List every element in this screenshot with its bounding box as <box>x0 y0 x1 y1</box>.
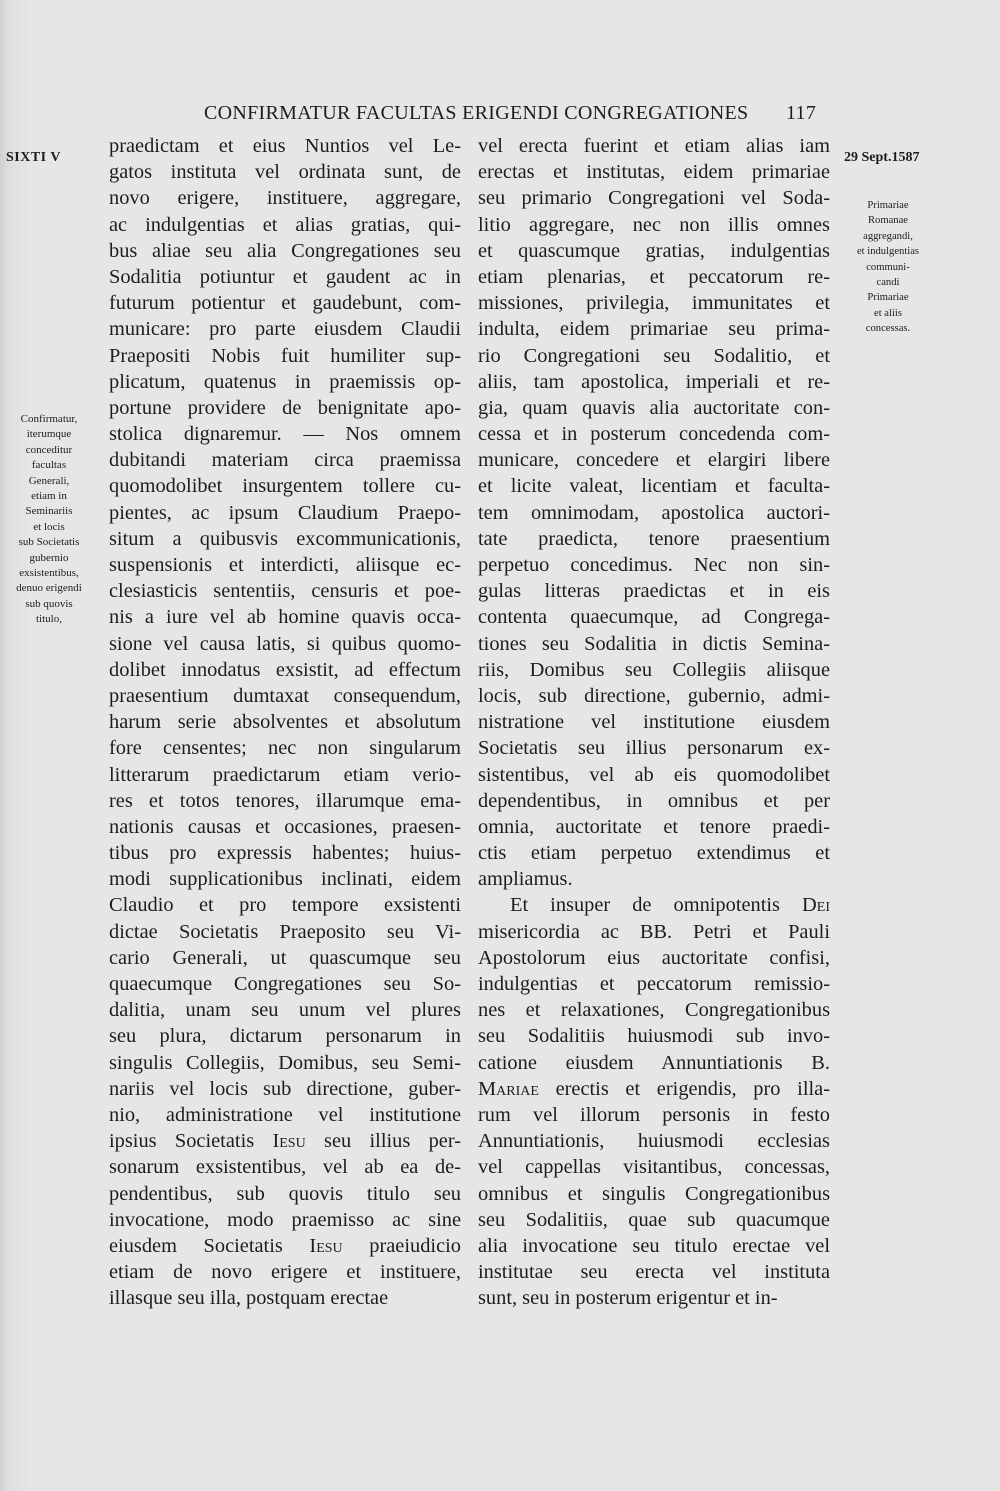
text-line: harum serie absolventes et absolutum <box>109 711 461 734</box>
text-line: nationis causas et occasiones, praesen- <box>109 815 461 838</box>
text-line: omnibus et singulis Congregationibus <box>478 1182 830 1205</box>
page-number: 117 <box>786 102 817 124</box>
margin-note-line: et indulgentias <box>856 246 920 258</box>
text-line: municare, concedere et elargiri libere <box>478 449 830 472</box>
text-line: seu primario Congregationi vel Soda- <box>478 187 830 210</box>
text-line: Sodalitia potiuntur et gaudent ac in <box>109 265 461 288</box>
text-line: suspensionis et interdicti, aliisque ec- <box>109 554 461 576</box>
text-line: stolica dignaremur. — Nos omnem <box>109 423 461 446</box>
text-line: cessa et in posterum concedenda com- <box>478 423 830 446</box>
text-line: vel cappellas visitantibus, concessas, <box>478 1156 830 1179</box>
text-line: litterarum praedictarum etiam verio- <box>109 763 461 786</box>
text-line: perpetuo concedimus. Nec non sin- <box>478 554 830 576</box>
text-line: tiones seu Sodalitia in dictis Semina- <box>478 632 830 655</box>
text-line: modi supplicationibus inclinati, eidem <box>109 868 461 891</box>
text-line: ipsius Societatis Iesu seu illius per- <box>109 1130 461 1153</box>
text-line: misericordia ac BB. Petri et Pauli <box>478 920 830 943</box>
pontificate-heading: SIXTI V <box>6 150 61 165</box>
text-line: singulis Collegiis, Domibus, seu Semi- <box>109 1051 461 1074</box>
text-column-right <box>478 133 830 1311</box>
margin-note-line: sub quovis <box>25 597 73 610</box>
text-line: plicatum, quatenus in praemissis op- <box>109 370 461 393</box>
margin-note-line: sub Societatis <box>18 536 80 549</box>
text-line: riis, Domibus seu Collegiis aliisque <box>478 658 830 681</box>
margin-note-line: Generali, <box>28 474 70 487</box>
margin-note-line: et locis <box>33 520 65 533</box>
text-line: contenta quaecumque, ad Congrega- <box>478 606 830 629</box>
text-line: erectas et institutas, eidem primariae <box>478 161 830 184</box>
text-line: catione eiusdem Annuntiationis B. <box>478 1051 830 1074</box>
text-line: rum vel illorum personis in festo <box>478 1103 830 1126</box>
text-line: Annuntiationis, huiusmodi ecclesias <box>478 1130 830 1153</box>
text-line: Claudio et pro tempore exsistenti <box>109 894 461 917</box>
text-line: fore censentes; nec non singularum <box>109 737 461 760</box>
text-line: institutae seu erecta vel instituta <box>478 1261 830 1284</box>
text-line: nistratione vel institutione eiusdem <box>478 711 830 734</box>
text-line: ctis etiam perpetuo extendimus et <box>478 842 830 865</box>
text-line: praedictam et eius Nuntios vel Le- <box>109 135 461 157</box>
margin-note-line: denuo erigendi <box>16 582 82 595</box>
margin-note-line: Romanae <box>867 215 908 227</box>
margin-note-line: Seminariis <box>25 505 73 518</box>
margin-note-line: iterumque <box>26 428 72 441</box>
text-line: pendentibus, sub quovis titulo seu <box>109 1182 461 1205</box>
text-line: litio aggregare, nec non illis omnes <box>478 213 830 236</box>
margin-note-line: Primariae <box>867 200 909 211</box>
text-line: tibus pro expressis habentes; huius- <box>109 842 461 865</box>
text-line: vel erecta fuerint et etiam alias iam <box>478 135 830 157</box>
document-date: 29 Sept.1587 <box>844 150 920 165</box>
text-line: alia invocatione seu titulo erectae vel <box>478 1234 830 1257</box>
running-title: CONFIRMATUR FACULTAS ERIGENDI CONGREGATIONES <box>204 102 749 124</box>
text-line: seu plura, dictarum personarum in <box>109 1025 461 1048</box>
margin-note-line: aggregandi, <box>863 230 913 242</box>
text-line: sonarum exsistentibus, vel ab ea de- <box>109 1156 461 1179</box>
text-line: dependentibus, in omnibus et per <box>478 789 830 812</box>
text-line: Mariae erectis et erigendis, pro illa- <box>478 1077 830 1100</box>
text-line: eiusdem Societatis Iesu praeiudicio <box>109 1234 461 1257</box>
text-line: locis, sub directione, gubernio, admi- <box>478 684 830 707</box>
text-column-left <box>109 133 461 1311</box>
text-line: sistentibus, vel ab eis quomodolibet <box>478 763 830 786</box>
text-line: quomodolibet insurgentem tollere cu- <box>109 475 461 498</box>
margin-note-line: etiam in <box>31 490 67 503</box>
text-line: gia, quam quavis alia auctoritate con- <box>478 396 830 419</box>
text-line: et licite valeat, licentiam et faculta- <box>478 475 830 498</box>
text-line: bus aliae seu alia Congregationes seu <box>109 239 461 262</box>
text-line: tate praedicta, tenore praesentium <box>478 527 830 550</box>
margin-note-line: concessas. <box>865 323 911 335</box>
text-line: Et insuper de omnipotentis Dei <box>510 894 830 917</box>
text-line: seu Sodalitiis huiusmodi sub invo- <box>478 1025 830 1048</box>
text-line: nis a iure vel ab homine quavis occa- <box>109 606 461 629</box>
text-line: aliis, tam apostolica, imperiali et re- <box>478 370 830 393</box>
text-line: etiam plenarias, et peccatorum re- <box>478 265 830 288</box>
text-line: tem omnimodam, apostolica auctori- <box>478 501 830 524</box>
text-line: municare: pro parte eiusdem Claudii <box>109 318 461 341</box>
margin-note-line: Primariae <box>867 292 909 304</box>
text-line: dubitandi materiam circa praemissa <box>109 449 461 472</box>
text-line: dalitia, unam seu unum vel plures <box>109 999 461 1022</box>
margin-note-line: conceditur <box>25 443 73 456</box>
text-line: seu Sodalitiis, quae sub quacumque <box>478 1208 830 1231</box>
right-margin-note <box>836 198 940 337</box>
text-line: quaecumque Congregationes seu So- <box>109 973 461 995</box>
margin-note-line: facultas <box>31 459 67 472</box>
text-line: rio Congregationi seu Sodalitio, et <box>478 344 830 367</box>
margin-note-line: communi- <box>866 261 910 273</box>
text-line: dictae Societatis Praeposito seu Vi- <box>109 920 461 943</box>
text-line: nio, administratione vel institutione <box>109 1103 461 1126</box>
text-line: missiones, privilegia, immunitates et <box>478 292 830 315</box>
text-line: illasque seu illa, postquam erectae <box>109 1287 389 1310</box>
left-margin-note <box>2 412 96 628</box>
text-line: situm a quibusvis excommunicationis, <box>109 527 461 550</box>
margin-note-line: titulo, <box>36 613 62 626</box>
text-line: res et totos tenores, illarumque ema- <box>109 789 461 812</box>
margin-note-line: exsistentibus, <box>19 567 79 580</box>
margin-note-line: candi <box>876 277 900 289</box>
text-line: pientes, ac ipsum Claudium Praepo- <box>109 501 461 524</box>
text-line: ac indulgentias et alias gratias, qui- <box>109 213 461 236</box>
text-line: portune providere de benignitate apo- <box>109 396 461 419</box>
text-line: sunt, seu in posterum erigentur et in- <box>478 1287 778 1310</box>
text-line: gatos instituta vel ordinata sunt, de <box>109 161 461 184</box>
text-line: Praepositi Nobis fuit humiliter sup- <box>109 344 461 367</box>
text-line: praesentium dumtaxat consequendum, <box>109 684 461 707</box>
text-line: dolibet innodatus exsistit, ad effectum <box>109 658 461 681</box>
text-line: et quascumque gratias, indulgentias <box>478 239 830 262</box>
text-line: futurum potientur et gaudebunt, com- <box>109 292 461 315</box>
text-line: clesiasticis sententiis, censuris et poe- <box>109 580 461 603</box>
text-line: nes et relaxationes, Congregationibus <box>478 999 830 1022</box>
text-line: Societatis seu illius personarum ex- <box>478 737 830 760</box>
text-line: omnia, auctoritate et tenore praedi- <box>478 815 830 838</box>
text-line: invocatione, modo praemisso ac sine <box>109 1208 461 1231</box>
text-line: indulta, eidem primariae seu prima- <box>478 318 830 341</box>
text-line: sione vel causa latis, si quibus quomo- <box>109 632 461 655</box>
text-line: ampliamus. <box>478 868 573 891</box>
margin-note-line: et aliis <box>874 307 902 319</box>
text-line: etiam de novo erigere et instituere, <box>109 1261 461 1284</box>
text-line: nariis vel locis sub directione, guber- <box>109 1077 461 1100</box>
text-line: cario Generali, ut quascumque seu <box>109 946 461 969</box>
text-line: indulgentias et peccatorum remissio- <box>478 973 830 995</box>
margin-note-line: Confirmatur, <box>20 413 78 425</box>
margin-note-line: gubernio <box>29 551 69 564</box>
text-line: Apostolorum eius auctoritate confisi, <box>478 946 830 969</box>
text-line: gulas litteras praedictas et in eis <box>478 580 830 603</box>
text-line: novo erigere, instituere, aggregare, <box>109 187 461 210</box>
